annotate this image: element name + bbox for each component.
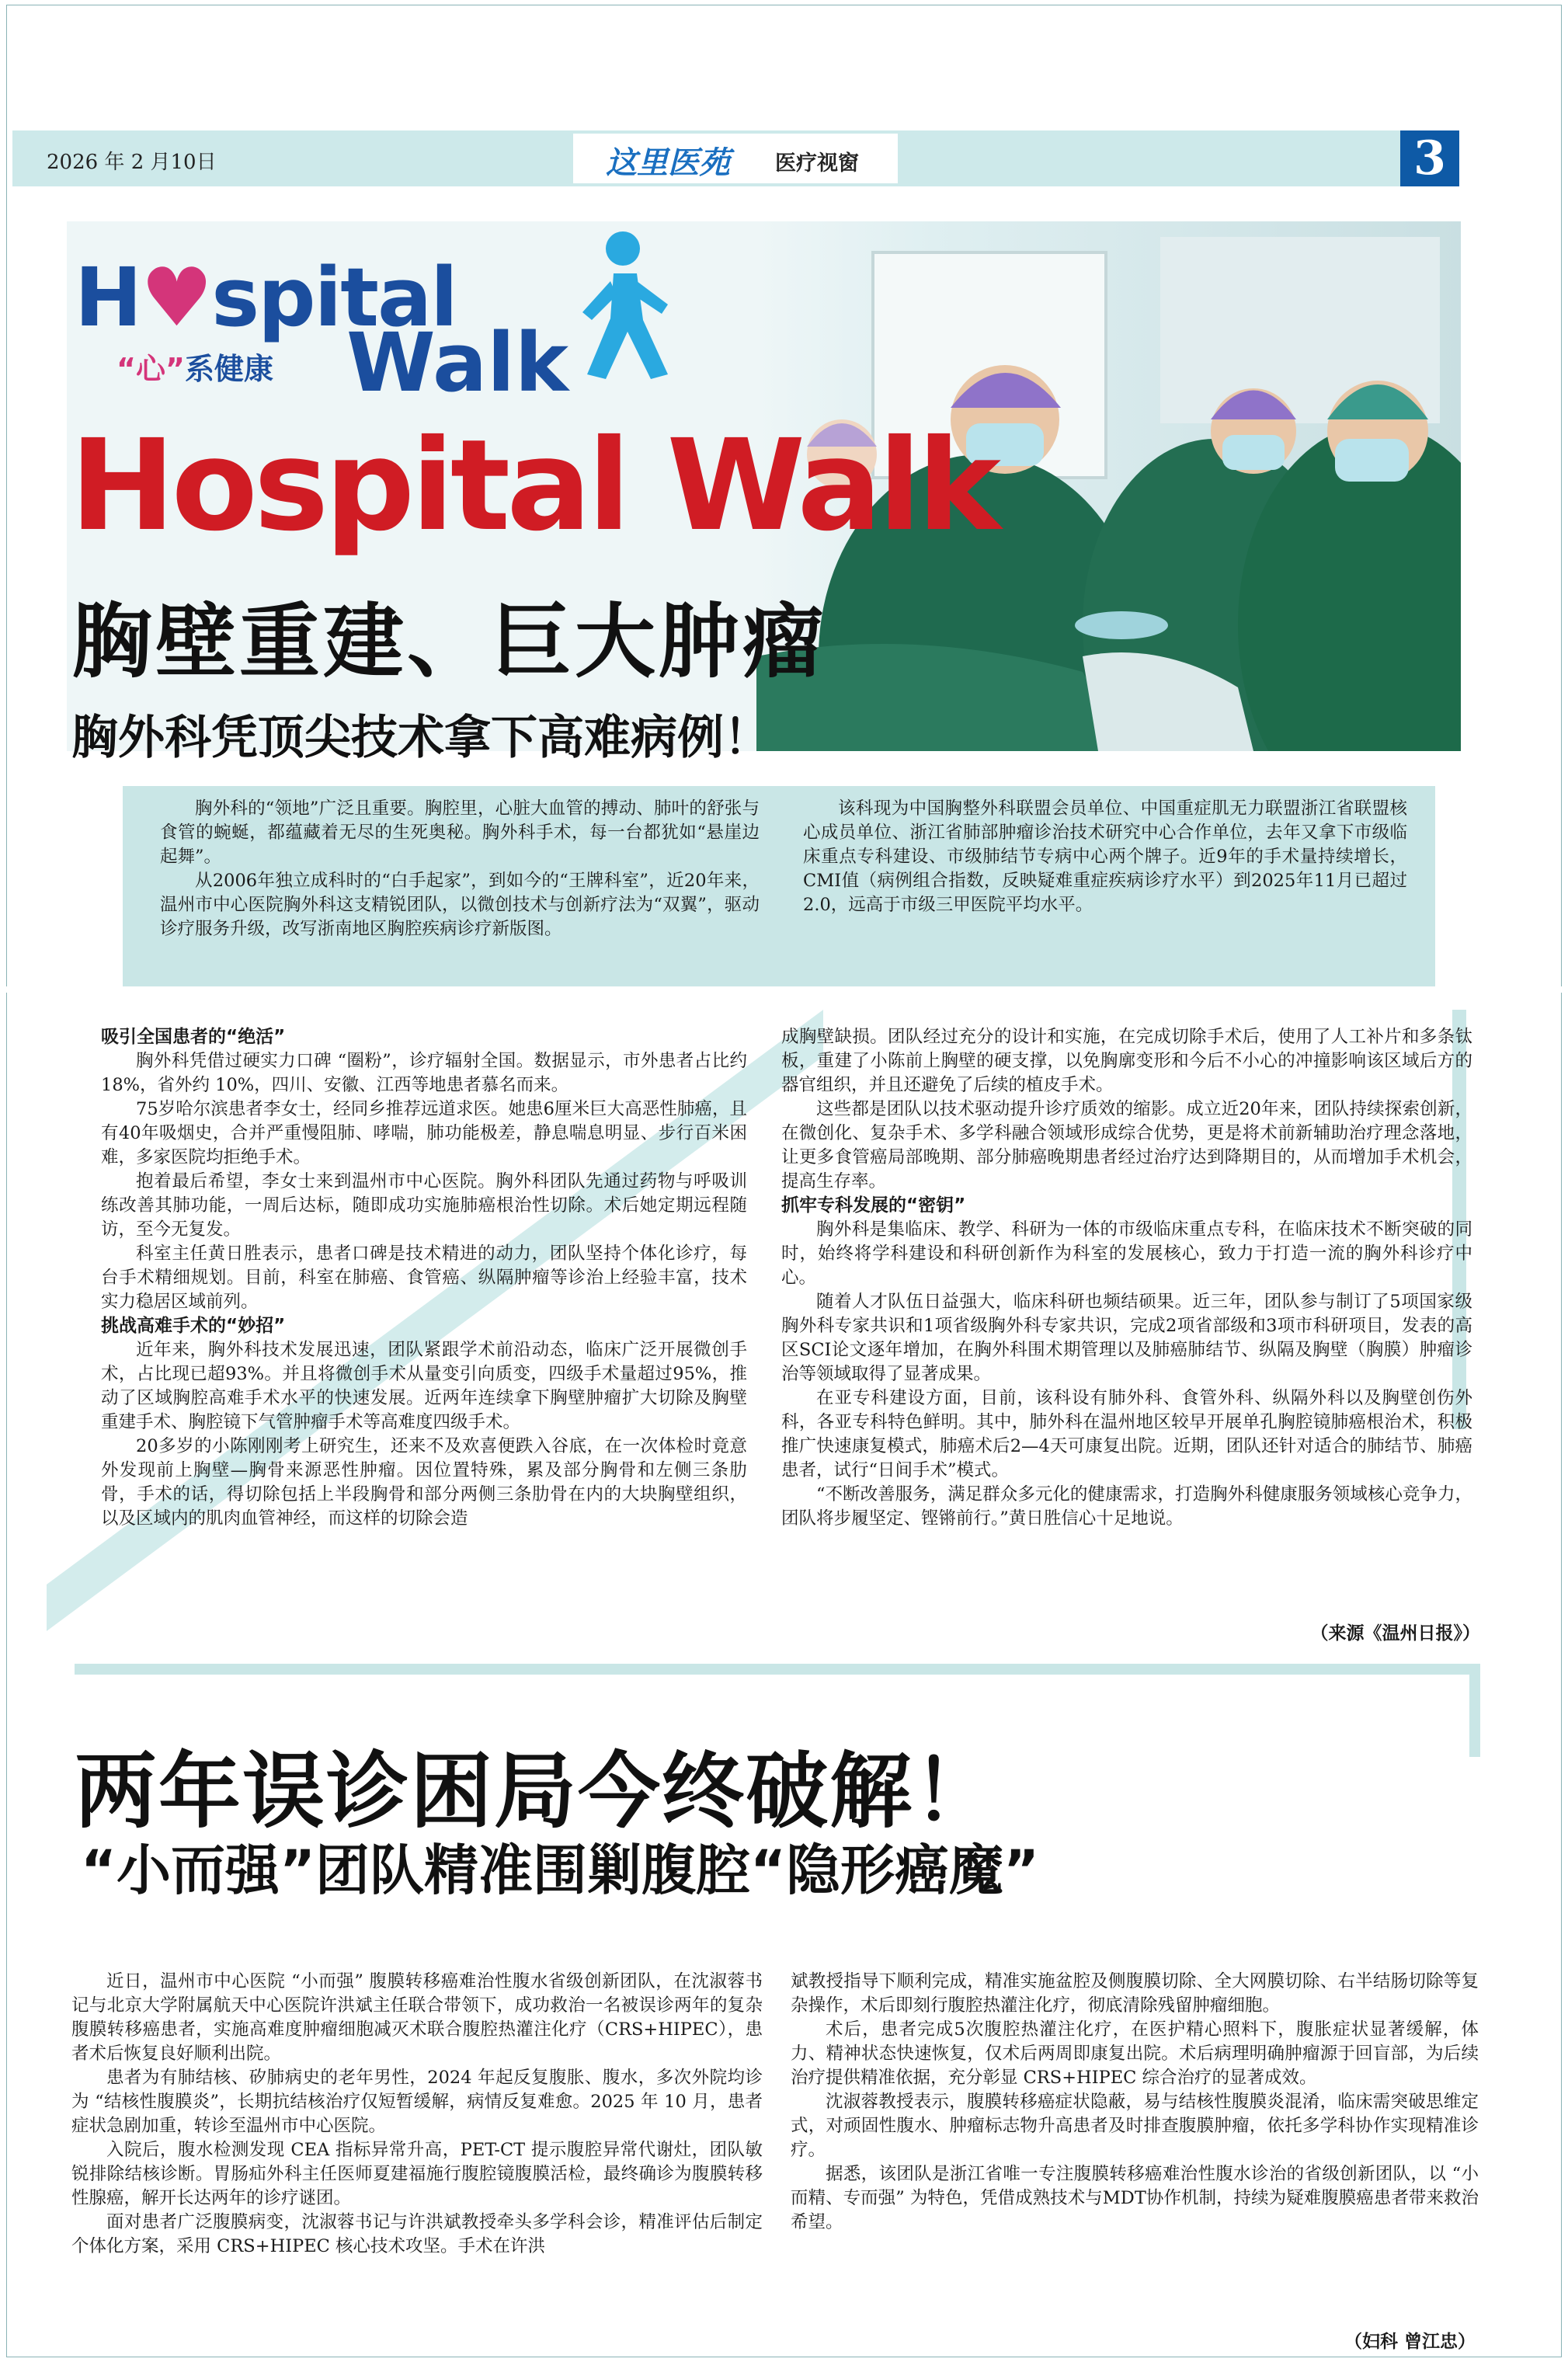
article1-paragraph: 科室主任黄日胜表示，患者口碑是技术精进的动力，团队坚持个体化诊疗，每台手术精细规划。目前，科室在肺癌、食管癌、纵隔肿瘤等诊治上经验丰富，技术实力稳居区域前列。 bbox=[101, 1244, 747, 1312]
paper-logo bbox=[573, 134, 898, 183]
article1-paragraph: 胸外科是集临床、教学、科研为一体的市级临床重点专科，在临床技术不断突破的同时，始终将学科建设和科研创新作为科室的发展核心，致力于打造一流的胸外科诊疗中心。 bbox=[781, 1219, 1472, 1288]
paper-brand: 这里医苑 bbox=[606, 144, 730, 181]
article1-paragraph: 抱着最后希望，李女士来到温州市中心医院。胸外科团队先通过药物与呼吸训练改善其肺功能，一周后达标，随即成功实施肺癌根治性切除。术后她定期远程随访，至今无复发。 bbox=[101, 1171, 747, 1240]
article1-paragraph: 75岁哈尔滨患者李女士，经同乡推荐远道求医。她患6厘米巨大高恶性肺癌，且有40年吸烟史，合并严重慢阻肺、哮喘，肺功能极差，静息喘息明显、步行百米困难，多家医院均拒绝手术。 bbox=[101, 1099, 747, 1167]
article1-paragraph: 成胸壁缺损。团队经过充分的设计和实施，在完成切除手术后，使用了人工补片和多条钛板，重建了小陈前上胸壁的硬支撑，以免胸廓变形和今后不小心的冲撞影响该区域后方的器官组织，并且还避免了后续的植皮手术。 bbox=[781, 1027, 1472, 1095]
logo-spital: spital bbox=[211, 250, 457, 345]
article2-paragraph: 面对患者广泛腹膜病变，沈淑蓉书记与许洪斌教授牵头多学科会诊，精准评估后制定个体化方案，采用 CRS+HIPEC 核心技术攻坚。手术在许洪 bbox=[71, 2212, 763, 2256]
article1-title: 胸壁重建、巨大肿瘤 bbox=[71, 594, 827, 689]
heart-icon: ♥ bbox=[141, 250, 212, 345]
logo-subtitle bbox=[116, 345, 273, 388]
logo-h-letter: H bbox=[75, 250, 141, 345]
article2-title: 两年误诊困局今终破解！ bbox=[75, 1744, 997, 1839]
article2-paragraph: 沈淑蓉教授表示，腹膜转移癌症状隐蔽，易与结核性腹膜炎混淆，临床需突破思维定式，对顽固性腹水、肿瘤标志物升高患者及时排查腹膜肿瘤，依托多学科协作实现精准诊疗。 bbox=[791, 2092, 1479, 2160]
intro-left-column bbox=[160, 797, 760, 941]
article1-paragraph: 近年来，胸外科技术发展迅速，团队紧跟学术前沿动态，临床广泛开展微创手术，占比现已超93%。并且将微创手术从量变引向质变，四级手术量超过95%，推动了区域胸腔高难手术水平的快速发展。近两年连续拿下胸壁肿瘤扩大切除及胸壁重建手术、胸腔镜下气管肿瘤手术等高难度四级手术。 bbox=[101, 1340, 747, 1432]
section-heading: 抓牢专科发展的“密钥” bbox=[781, 1195, 966, 1216]
section-heading: 吸引全国患者的“绝活” bbox=[101, 1027, 286, 1047]
issue-date: 2026 年 2 月10日 bbox=[47, 151, 217, 174]
article2-side-rule bbox=[1469, 1664, 1480, 1757]
walking-person-icon bbox=[559, 227, 683, 382]
article2-left-column bbox=[71, 1970, 763, 2259]
article1-paragraph: 20多岁的小陈刚刚考上研究生，还来不及欢喜便跌入谷底，在一次体检时竟意外发现前上胸壁—胸骨来源恶性肿瘤。因位置特殊，累及部分胸骨和左侧三条肋骨，手术的话，得切除包括上半段胸骨和部分两侧三条肋骨在内的大块胸壁组织，以及区域内的肌肉血管神经，而这样的切除会造 bbox=[101, 1436, 747, 1529]
intro-right-column bbox=[803, 797, 1407, 917]
section-name: 医疗视窗 bbox=[775, 151, 859, 176]
article2-paragraph: 近日，温州市中心医院 “小而强” 腹膜转移癌难治性腹水省级创新团队，在沈淑蓉书记与北京大学附属航天中心医院许洪斌主任联合带领下，成功救治一名被误诊两年的复杂腹膜转移癌患者，实施高难度肿瘤细胞减灭术联合腹腔热灌注化疗（CRS+HIPEC），患者术后恢复良好顺利出院。 bbox=[71, 1971, 763, 2064]
logo-sub-heart: “心” bbox=[116, 352, 185, 386]
article1-right-column bbox=[781, 1025, 1472, 1531]
article2-paragraph: 术后，患者完成5次腹腔热灌注化疗，在医护精心照料下，腹胀症状显著缓解，体力、精神状态快速恢复，仅术后两周即康复出院。术后病理明确肿瘤源于回盲部，为后续治疗提供精准依据，充分彰显 CRS+HIPEC 综合治疗的显著成效。 bbox=[791, 2019, 1479, 2088]
intro-paragraph: 从2006年独立成科时的“白手起家”，到如今的“王牌科室”，近20年来，温州市中心医院胸外科这支精锐团队，以微创技术与创新疗法为“双翼”，驱动诊疗服务升级，改写浙南地区胸腔疾病诊疗新版图。 bbox=[160, 871, 760, 939]
article2-subtitle: “小而强”团队精准围剿腹腔“隐形癌魔” bbox=[81, 1838, 1040, 1902]
article1-source: （来源《温州日报》） bbox=[1310, 1623, 1480, 1644]
article1-left-column bbox=[101, 1025, 747, 1531]
logo-sub-text: 系健康 bbox=[184, 352, 273, 386]
article1-paragraph: 这些都是团队以技术驱动提升诊疗质效的缩影。成立近20年来，团队持续探索创新，在微创化、复杂手术、多学科融合领域形成综合优势，更是将术前新辅助治疗理念落地，让更多食管癌局部晚期、部分肺癌晚期患者经过治疗达到降期目的，从而增加手术机会，提高生存率。 bbox=[781, 1099, 1472, 1191]
logo-walk: Walk bbox=[346, 315, 568, 410]
article2-paragraph: 入院后，腹水检测发现 CEA 指标异常升高，PET-CT 提示腹腔异常代谢灶，团队敏锐排除结核诊断。胃肠疝外科主任医师夏建福施行腹腔镜腹膜活检，最终确诊为腹膜转移性腺癌，解开长达两年的诊疗谜团。 bbox=[71, 2140, 763, 2208]
article2-top-rule bbox=[75, 1664, 1480, 1675]
article1-paragraph: 在亚专科建设方面，目前，该科设有肺外科、食管外科、纵隔外科以及胸壁创伤外科，各亚专科特色鲜明。其中，肺外科在温州地区较早开展单孔胸腔镜肺癌根治术，积极推广快速康复模式，肺癌术后2—4天可康复出院。近期，团队还针对适合的肺结节、肺癌患者，试行“日间手术”模式。 bbox=[781, 1388, 1472, 1480]
article2-right-column bbox=[791, 1970, 1479, 2235]
article2-paragraph: 斌教授指导下顺利完成，精准实施盆腔及侧腹膜切除、全大网膜切除、右半结肠切除等复杂操作，术后即刻行腹腔热灌注化疗，彻底清除残留肿瘤细胞。 bbox=[791, 1971, 1479, 2016]
article2-paragraph: 据悉，该团队是浙江省唯一专注腹膜转移癌难治性腹水诊治的省级创新团队，以 “小而精、专而强” 为特色，凭借成熟技术与MDT协作机制，持续为疑难腹膜癌患者带来救治希望。 bbox=[791, 2164, 1479, 2232]
article1-paragraph: “不断改善服务，满足群众多元化的健康需求，打造胸外科健康服务领域核心竞争力，团队将步履坚定、铿锵前行。”黄日胜信心十足地说。 bbox=[781, 1484, 1472, 1529]
article2-byline: （妇科 曾江忠） bbox=[1344, 2331, 1476, 2352]
page-number: 3 bbox=[1400, 130, 1459, 186]
section-heading: 挑战高难手术的“妙招” bbox=[101, 1316, 286, 1336]
article1-paragraph: 随着人才队伍日益强大，临床科研也频结硕果。近三年，团队参与制订了5项国家级胸外科专家共识和1项省级胸外科专家共识，完成2项省部级和3项市科研项目，发表的高区SCI论文逐年增加，在胸外科围术期管理以及肺癌肺结节、纵隔及胸壁（胸膜）肿瘤诊治等领域取得了显著成果。 bbox=[781, 1292, 1472, 1384]
banner-big-title: Hospital Walk bbox=[70, 413, 997, 559]
intro-paragraph: 胸外科的“领地”广泛且重要。胸腔里，心脏大血管的搏动、肺叶的舒张与食管的蜿蜒，都蕴藏着无尽的生死奥秘。胸外科手术，每一台都犹如“悬崖边起舞”。 bbox=[160, 798, 760, 867]
intro-paragraph: 该科现为中国胸整外科联盟会员单位、中国重症肌无力联盟浙江省联盟核心成员单位、浙江省肺部肿瘤诊治技术研究中心合作单位，去年又拿下市级临床重点专科建设、市级肺结节专病中心两个牌子。近9年的手术量持续增长，CMI值（病例组合指数，反映疑难重症疾病诊疗水平）到2025年11月已超过2.0，远高于市级三甲医院平均水平。 bbox=[803, 798, 1407, 915]
article1-subtitle: 胸外科凭顶尖技术拿下高难病例！ bbox=[71, 711, 770, 765]
article1-paragraph: 胸外科凭借过硬实力口碑 “圈粉”，诊疗辐射全国。数据显示，市外患者占比约 18%，省外约 10%，四川、安徽、江西等地患者慕名而来。 bbox=[101, 1051, 747, 1095]
article2-paragraph: 患者为有肺结核、矽肺病史的老年男性，2024 年起反复腹胀、腹水，多次外院均诊为 “结核性腹膜炎”，长期抗结核治疗仅短暂缓解，病情反复难愈。2025 年 10 月，患者症状急剧加重，转诊至温州市中心医院。 bbox=[71, 2068, 763, 2136]
